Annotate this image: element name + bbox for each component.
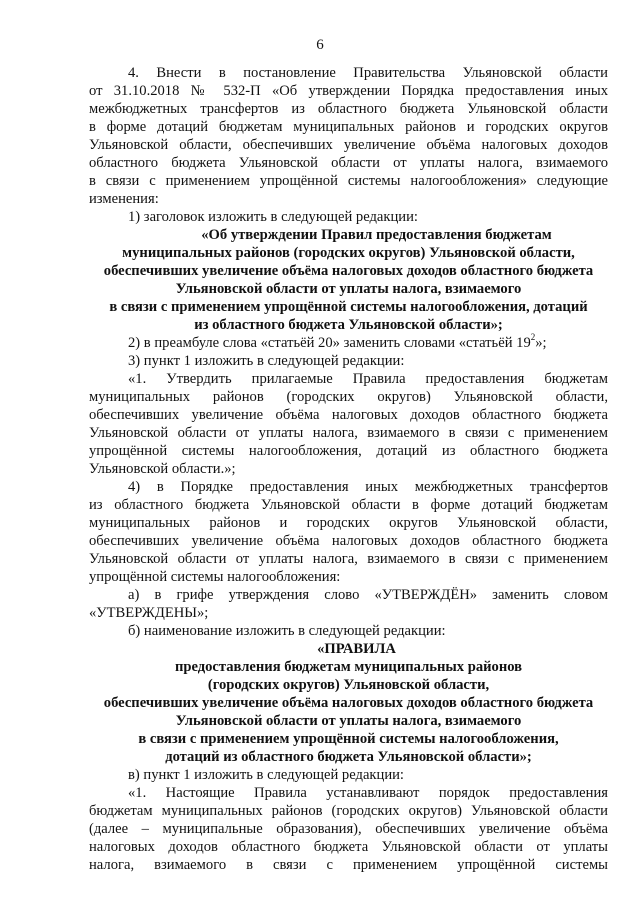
text-line — [128, 208, 418, 226]
text-line — [89, 280, 608, 298]
text-line — [89, 712, 608, 730]
text-line-content: в связи с применением упрощённой системы налогообложения» следующие — [89, 173, 608, 189]
text-line-content: «1. Настоящие Правила устанавливают порядок предоставления — [128, 785, 608, 801]
text-line-content: «1. Утвердить прилагаемые Правила предоставления бюджетам — [128, 371, 608, 387]
text-line — [89, 802, 608, 820]
text-line — [89, 388, 608, 406]
text-line-content: 4) в Порядке предоставления иных межбюджетных трансфертов — [128, 479, 608, 495]
text-line — [128, 64, 608, 82]
text-line-content: от 31.10.2018 № 532-П «Об утверждении Порядка предоставления иных — [89, 83, 608, 99]
text-line — [128, 784, 608, 802]
text-line — [89, 460, 236, 478]
text-line-content: (далее – муниципальные образования), обеспечивших увеличение объёма — [89, 821, 608, 837]
text-line-content: Ульяновской области от уплаты налога, взимаемого в связи с применением — [89, 425, 608, 441]
text-line — [89, 442, 608, 460]
text-line-content: изменения: — [89, 191, 159, 207]
text-line — [89, 838, 608, 856]
text-line — [128, 334, 547, 352]
text-line — [89, 496, 608, 514]
text-line — [89, 82, 608, 100]
text-line — [89, 604, 208, 622]
text-line-content: Ульяновской области от уплаты налога, взимаемого — [175, 713, 522, 729]
text-line-content: в связи с применением упрощённой системы налогообложения, дотаций — [109, 299, 588, 315]
text-line — [128, 766, 404, 784]
text-line-content: межбюджетных трансфертов из областного бюджета Ульяновской области — [89, 101, 608, 117]
text-line-content: Ульяновской области от уплаты налога, взимаемого в связи с применением — [89, 551, 608, 567]
text-line-content: из областного бюджета Ульяновской области»; — [194, 317, 503, 333]
text-line — [89, 190, 159, 208]
text-line — [89, 118, 608, 136]
text-line-content: предоставления бюджетам муниципальных районов — [174, 659, 523, 675]
text-line — [89, 730, 608, 748]
text-line — [89, 748, 608, 766]
text-line-content: «Об утверждении Правил предоставления бюджетам — [201, 227, 552, 243]
text-line-content: «ПРАВИЛА — [317, 641, 396, 657]
text-line — [128, 478, 608, 496]
text-line-content: в) пункт 1 изложить в следующей редакции: — [128, 767, 404, 783]
text-line-content: муниципальных районов (городских округов) Ульяновской области, — [89, 389, 608, 405]
text-line — [89, 856, 608, 874]
text-line — [89, 100, 608, 118]
superscript: 2 — [530, 332, 536, 343]
text-line — [128, 370, 608, 388]
text-line-content: б) наименование изложить в следующей редакции: — [128, 623, 446, 639]
text-line — [89, 640, 616, 658]
text-line — [128, 586, 608, 604]
text-line-content: из областного бюджета Ульяновской области в форме дотаций бюджетам — [89, 497, 608, 513]
text-line — [89, 514, 608, 532]
text-line — [89, 262, 608, 280]
text-line-content: 2) в преамбуле слова «статьёй 20» заменить словами «статьёй 19 — [128, 335, 531, 351]
text-line-content: бюджетам муниципальных районов (городских округов) Ульяновской области — [89, 803, 608, 819]
text-line-content: обеспечивших увеличение объёма налоговых доходов областного бюджета — [89, 407, 608, 423]
text-line-content: налога, взимаемого в связи с применением упрощённой системы — [89, 857, 608, 873]
text-line-content: «УТВЕРЖДЕНЫ»; — [89, 605, 209, 621]
text-line — [89, 424, 608, 442]
text-line-content: Ульяновской области, обеспечивших увеличение объёма налоговых доходов — [89, 137, 608, 153]
text-line-content: Ульяновской области от уплаты налога, взимаемого — [175, 281, 522, 297]
text-line-content: в форме дотаций бюджетам муниципальных районов и городских округов — [89, 119, 608, 135]
text-line — [89, 658, 608, 676]
page-number: 6 — [316, 37, 324, 53]
text-line — [89, 226, 636, 244]
text-line-content: муниципальных районов (городских округов) Ульяновской области, — [122, 245, 575, 261]
text-line-content: муниципальных районов и городских округов Ульяновской области, — [89, 515, 608, 531]
text-line-content: 1) заголовок изложить в следующей редакции: — [128, 209, 418, 225]
text-line — [128, 352, 404, 370]
text-line — [89, 676, 608, 694]
text-line — [89, 172, 608, 190]
text-line — [89, 154, 608, 172]
text-line — [89, 406, 608, 424]
text-line-content: упрощённой системы налогообложения: — [89, 569, 341, 585]
text-line-content: обеспечивших увеличение объёма налоговых доходов областного бюджета — [89, 533, 608, 549]
text-line — [89, 694, 608, 712]
text-line-content: областного бюджета Ульяновской области от уплаты налога, взимаемого — [89, 155, 608, 171]
text-line-content: в связи с применением упрощённой системы налогообложения, — [138, 731, 559, 747]
text-line-content: обеспечивших увеличение объёма налоговых доходов областного бюджета — [103, 263, 594, 279]
text-line-content: а) в грифе утверждения слово «УТВЕРЖДЁН» заменить словом — [128, 587, 608, 603]
text-line — [89, 550, 608, 568]
text-line — [89, 136, 608, 154]
text-line-content: упрощённой системы налогообложения, дотаций из областного бюджета — [89, 443, 608, 459]
text-line-content: обеспечивших увеличение объёма налоговых доходов областного бюджета — [103, 695, 594, 711]
text-line — [89, 244, 608, 262]
text-line-content: налоговых доходов областного бюджета Ульяновской области от уплаты — [89, 839, 608, 855]
text-line — [89, 820, 608, 838]
text-line — [89, 568, 340, 586]
text-line-content: 4. Внести в постановление Правительства Ульяновской области — [128, 65, 608, 81]
text-line-content: (городских округов) Ульяновской области, — [207, 677, 490, 693]
text-line — [89, 532, 608, 550]
text-line-content: Ульяновской области.»; — [89, 461, 236, 477]
text-line-tail: »; — [535, 335, 547, 351]
text-line-content: дотаций из областного бюджета Ульяновской области»; — [165, 749, 532, 765]
text-line — [128, 622, 446, 640]
text-line — [89, 298, 608, 316]
text-line-content: 3) пункт 1 изложить в следующей редакции: — [128, 353, 405, 369]
